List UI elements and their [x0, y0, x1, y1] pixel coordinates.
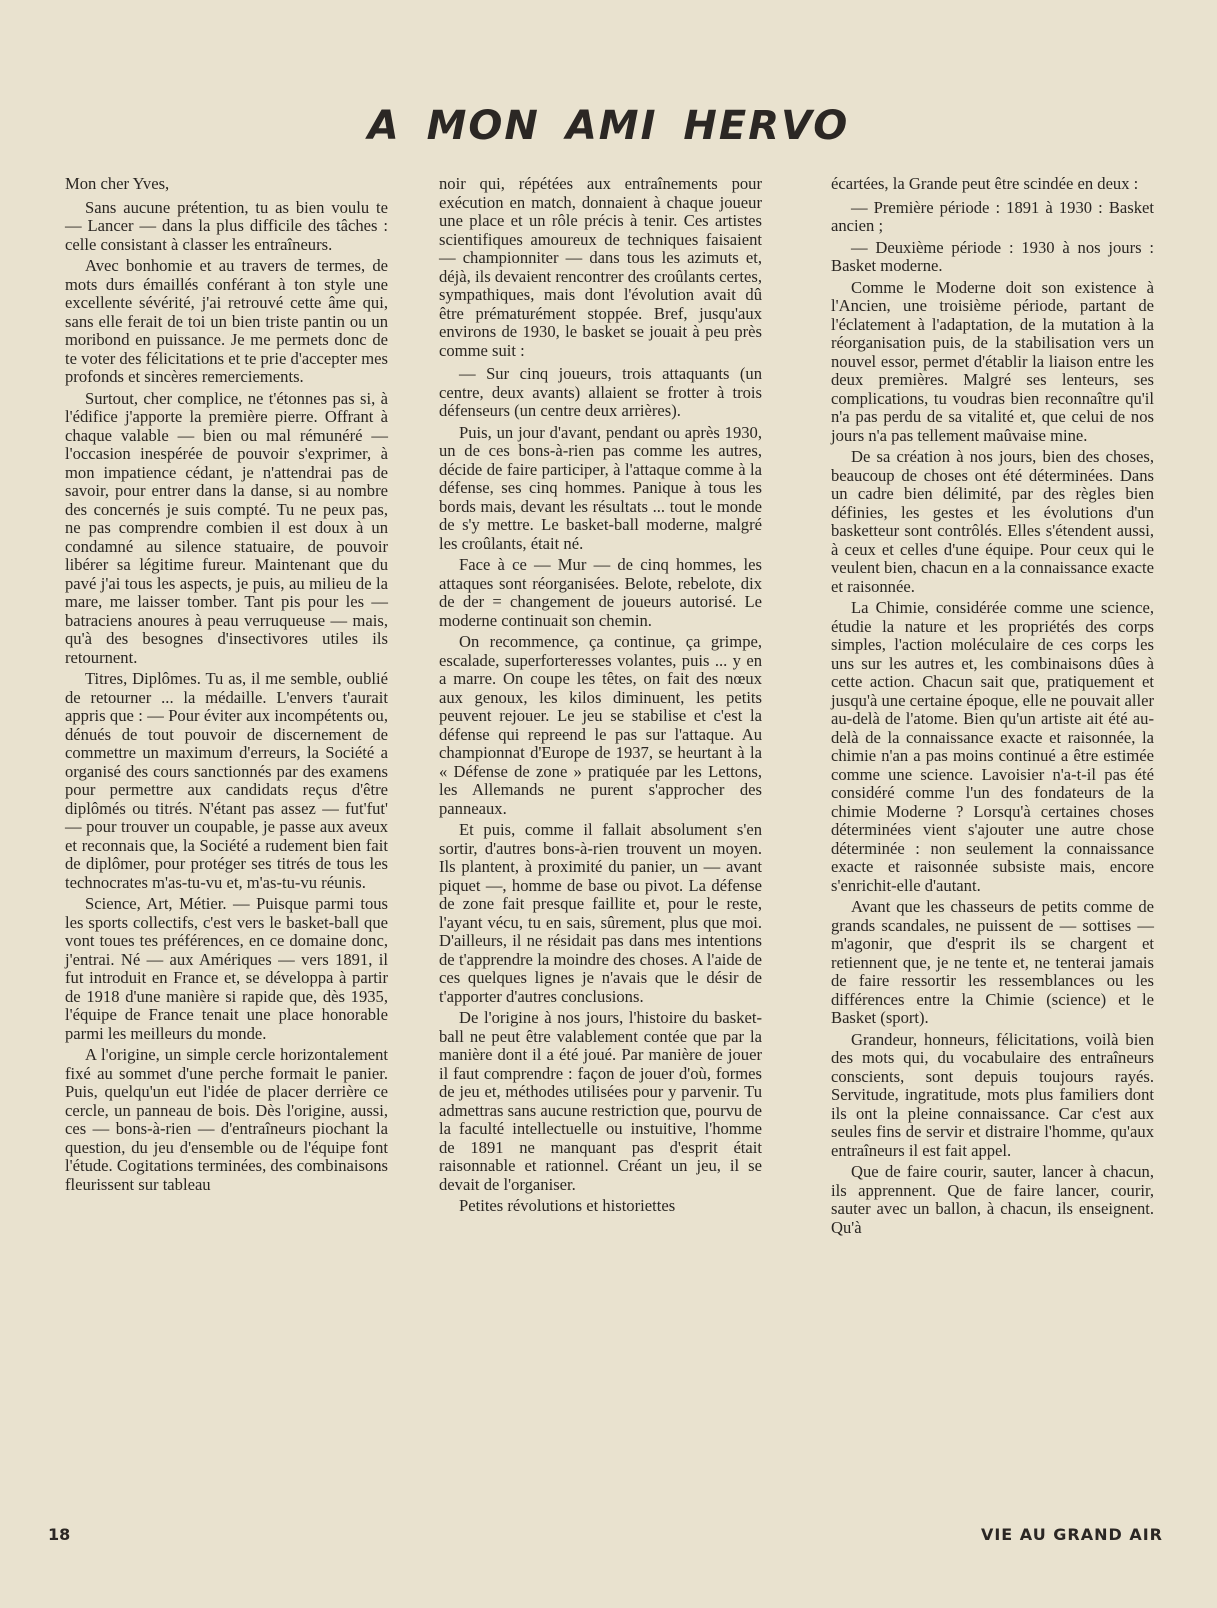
paragraph: A l'origine, un simple cercle horizontalement fixé au sommet d'une perche formait le panier. Puis, quelqu'un eut l'idée de placer derrière ce cercle, un panneau de bois. Dès l'origine, aussi, ces — bons-à-rien — d'entraîneurs piochant la question, du jeu d'ensemble ou de l'équipe font l'étude. Cogitations terminées, des combinaisons fleurissent sur tableau	[65, 1045, 388, 1194]
paragraph: Face à ce — Mur — de cinq hommes, les attaques sont réorganisées. Belote, rebelote, dix de der = changement de joueurs autorisé. Le moderne continuait son chemin.	[439, 555, 762, 630]
paragraph: La Chimie, considérée comme une science, étudie la nature et les propriétés des corps simples, l'action moléculaire de ces corps les uns sur les autres et, les combinaisons dûes à cette action. Chacun sait que, pratiquement et jusqu'à une certaine époque, elle ne pouvait aller au-delà de l'atome. Bien qu'un artiste ait été au-delà de la connaissance exacte et raisonnée, la chimie n'an a pas moins continué a être estimée comme une science. Lavoisier n'a-t-il pas été considéré comme l'un des fondateurs de la chimie Moderne ? Lorsqu'à certaines choses déterminées vient s'ajouter une autre chose déterminée : non seulement la connaissance exacte et raisonnée subsiste mais, encore s'enrichit-elle d'autant.	[831, 598, 1154, 895]
paragraph: On recommence, ça continue, ça grimpe, escalade, superforteresses volantes, puis ... y en a marre. On coupe les têtes, on fait des nœux aux genoux, les kilos diminuent, les petits peuvent rejouer. Le jeu se stabilise et c'est la défense qui repreend le pas sur l'attaque. Au championnat d'Europe de 1937, se heurtant à la « Défense de zone » pratiquée par les Lettons, les Allemands ne purent s'approcher des panneaux.	[439, 632, 762, 818]
paragraph: De sa création à nos jours, bien des choses, beaucoup de choses ont été déterminées. Dans un cadre bien délimité, par des règles bien définies, les gestes et les évolutions d'un basketteur sont contrôlés. Elles s'étendent aussi, à ceux et celles d'une équipe. Pour ceux qui le veulent bien, chacun en a la connaissance exacte et raisonnée.	[831, 447, 1154, 596]
text-column-3	[831, 175, 1154, 1240]
article-title: A MON AMI HERVO	[367, 102, 850, 149]
paragraph: — Sur cinq joueurs, trois attaquants (un centre, deux avants) allaient se frotter à trois défenseurs (un centre deux arrières).	[439, 364, 762, 420]
page-number: 18	[48, 1525, 71, 1544]
paragraph: Et puis, comme il fallait absolument s'en sortir, d'autres bons-à-rien trouvent un moyen. Ils plantent, à proximité du panier, un — avant piquet —, homme de base ou pivot. La défense de zone fait presque faillite et, pour le reste, l'ayant vécu, tu en sais, sûrement, plus que moi. D'ailleurs, il ne résidait pas dans mes intentions de t'apprendre la moindre des choses. A l'aide de ces quelques lignes je n'avais que le désir de t'apporter d'autres conclusions.	[439, 820, 762, 1006]
paragraph: Avec bonhomie et au travers de termes, de mots durs émaillés conférant à ton style une excellente sévérité, j'ai retrouvé cette âme qui, sans elle ferait de toi un bien triste pantin ou un moribond en puissance. Je me permets donc de te voter des félicitations et te prie d'accepter mes profonds et sincères remerciements.	[65, 256, 388, 386]
paragraph: Grandeur, honneurs, félicitations, voilà bien des mots qui, du vocabulaire des entraîneurs conscients, sont depuis toujours rayés. Servitude, ingratitude, mots plus familiers dont ils ont la pleine connaissance. Car c'est aux seules fins de servir et distraire l'homme, qu'aux entraîneurs il est fait appel.	[831, 1029, 1154, 1160]
paragraph: Petites révolutions et historiettes	[459, 1196, 676, 1215]
text-column-1	[65, 175, 388, 1197]
paragraph: écartées, la Grande peut être scindée en deux :	[831, 174, 1139, 193]
paragraph: Comme le Moderne doit son existence à l'Ancien, une troisième période, partant de l'éclatement à l'adaptation, de la mutation à la réorganisation puis, de la stabilisation vers un nouvel essor, permet d'établir la liaison entre les deux premières. Malgré ses lenteurs, ses complications, tu voudras bien reconnaître qu'il n'a pas perdu de sa vitalité et, que celui de nos jours n'a pas tellement maûvaise mine.	[831, 277, 1154, 445]
text-column-2	[439, 175, 762, 1219]
paragraph: Mon cher Yves,	[65, 174, 170, 193]
paragraph: — Deuxième période : 1930 à nos jours : Basket moderne.	[831, 237, 1154, 275]
paragraph: — Première période : 1891 à 1930 : Basket ancien ;	[831, 197, 1154, 235]
paragraph: Que de faire courir, sauter, lancer à chacun, ils apprennent. Que de faire lancer, courir, sauter avec un ballon, à chacun, ils enseignent. Qu'à	[831, 1162, 1154, 1237]
magazine-name: VIE AU GRAND AIR	[980, 1525, 1163, 1544]
paragraph: Puis, un jour d'avant, pendant ou après 1930, un de ces bons-à-rien pas comme les autres, décide de faire participer, à l'attaque comme à la défense, ses cinq hommes. Panique à tous les bords mais, devant les résultats ... tout le monde de s'y mettre. Le basket-ball moderne, malgré les croûlants, était né.	[439, 422, 762, 553]
paragraph: Sans aucune prétention, tu as bien voulu te — Lancer — dans la plus difficile des tâches : celle consistant à classer les entraîneurs.	[65, 197, 388, 254]
paragraph: Surtout, cher complice, ne t'étonnes pas si, à l'édifice j'apporte la première pierre. Offrant à chaque valable — bien ou mal rémunéré — l'occasion inespérée de pouvoir s'exprimer, à mon impatience cédant, je n'attendrai pas de savoir, pour entrer dans la danse, si au nombre des concernés je suis compté. Tu ne peux pas, ne pas comprendre combien il est doux à un condamné au silence statuaire, de pouvoir libérer sa légitime fureur. Maintenant que du pavé j'ai tous les aspects, je puis, au milieu de la mare, me laisser tomber. Tant pis pour les — batraciens anoures à peau verruqueuse — mais, qu'à des besognes d'insectivores utiles ils retournent.	[65, 388, 388, 667]
paragraph: Titres, Diplômes. Tu as, il me semble, oublié de retourner ... la médaille. L'envers t'aurait appris que : — Pour éviter aux incompétents ou, dénués de tout pouvoir de discernement de commettre un maximum d'erreurs, la Société a organisé des cours sanctionnés par des examens pour permettre aux candidats reçus d'être diplômés ou titrés. N'étant pas assez — fut'fut' — pour trouver un coupable, je passe aux aveux et reconnais que, la Société a rudement bien fait de diplômer, pour protéger ses titrés de tous les technocrates m'as-tu-vu et, m'as-tu-vu réunis.	[65, 669, 388, 892]
paragraph: De l'origine à nos jours, l'histoire du basket-ball ne peut être valablement contée que par la manière dont il a été joué. Par manière de jouer il faut comprendre : façon de jouer d'où, formes de jeu et, méthodes utilisées pour y parvenir. Tu admettras sans aucune restriction que, pourvu de la faculté intellectuelle ou instuitive, l'homme de 1891 ne manquant pas d'esprit était raisonnable et rationnel. Créant un jeu, il se devait de l'organiser.	[439, 1008, 763, 1194]
paragraph: Avant que les chasseurs de petits comme de grands scandales, ne puissent de — sottises — m'agonir, que d'esprit ils se chargent et retiennent que, je ne tente et, ne tenterai jamais de faire ressortir les ressemblances ou les différences entre la Chimie (science) et le Basket (sport).	[831, 897, 1154, 1027]
paragraph: Science, Art, Métier. — Puisque parmi tous les sports collectifs, c'est vers le basket-ball que vont toues tes préférences, en ce domaine donc, j'entrai. Né — aux Amériques — vers 1891, il fut introduit en France et, se développa à partir de 1918 d'une manière si rapide que, dès 1935, l'équipe de France tenait une place honorable parmi les meilleurs du monde.	[65, 894, 388, 1043]
paragraph: noir qui, répétées aux entraînements pour exécution en match, donnaient à chaque joueur une place et un rôle précis à tenir. Ces artistes scientifiques amoureux de techniques faisaient — championniter — dans tous les azimuts et, déjà, ils devaient rencontrer des croûlants certes, sympathiques, mais dont l'évolution avait dû être prématurément stoppée. Bref, jusqu'aux environs de 1930, le basket se jouait à peu près comme suit :	[439, 174, 762, 360]
